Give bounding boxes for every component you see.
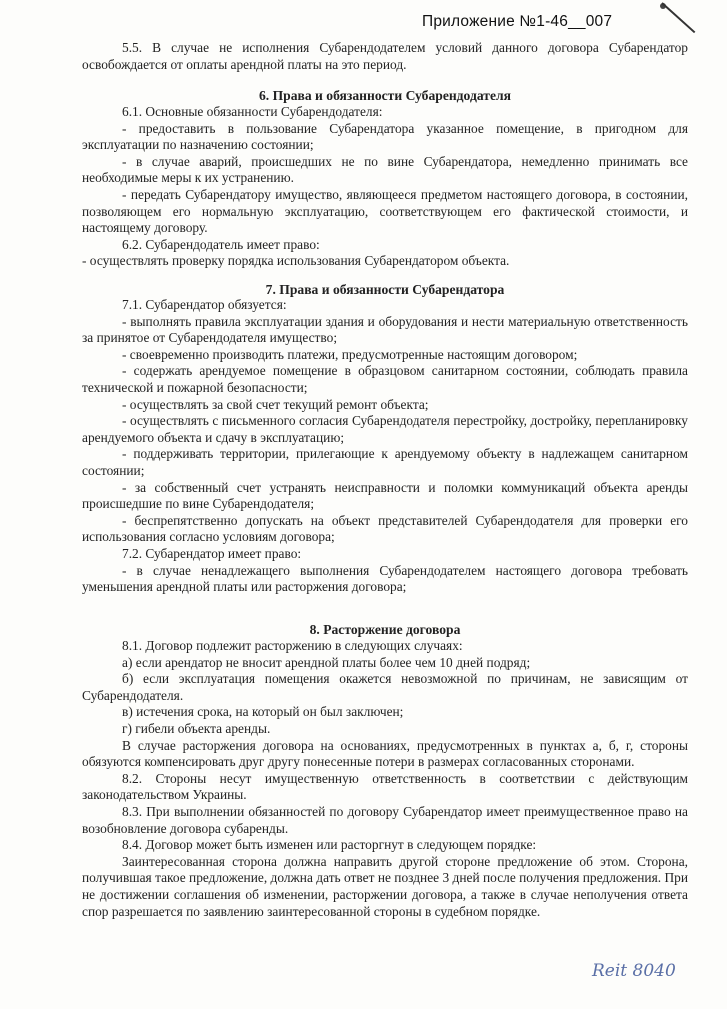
paragraph: 8.4. Договор может быть изменен или расторгнут в следующем порядке: [122, 837, 537, 853]
attachment-header: Приложение №1-46__007 [422, 13, 613, 30]
paragraph: - поддерживать территории, прилегающие к арендуемому объекту в надлежащем санитарном состоянии; [82, 446, 688, 478]
paragraph: - передать Субарендатору имущество, являющееся предметом настоящего договора, в состоянии, позволяющем его нормальную эксплуатацию, соответствующем его фактической стоимости, и настоящему договору. [82, 186, 688, 236]
paragraph: 6.2. Субарендодатель имеет право: [122, 236, 320, 252]
paragraph: 7.2. Субарендатор имеет право: [122, 545, 302, 561]
paragraph: - беспрепятственно допускать на объект представителей Субарендодателя для проверки его использования согласно условиям договора; [82, 512, 688, 545]
paragraph: б) если эксплуатация помещения окажется невозможной по причинам, не зависящим от Субарендодателя. [82, 671, 688, 703]
paragraph: г) гибели объекта аренды. [122, 720, 271, 736]
paragraph: В случае расторжения договора на основаниях, предусмотренных в пунктах а, б, г, стороны обязуются компенсировать друг другу понесенные потери в размерах согласованных сторонами. [82, 737, 688, 770]
paragraph: - в случае аварий, происшедших не по вине Субарендатора, немедленно принимать все необходимые меры к их устранению. [82, 153, 688, 186]
paragraph: - осуществлять проверку порядка использования Субарендатором объекта. [82, 253, 510, 269]
corner-pen-stroke [661, 2, 695, 33]
section-6-body [82, 104, 688, 270]
paragraph: 7.1. Субарендатор обязуется: [122, 297, 287, 312]
section-7-body [82, 297, 688, 596]
paragraph: - осуществлять за свой счет текущий ремонт объекта; [122, 396, 429, 412]
paragraph: 6.1. Основные обязанности Субарендодателя: [122, 104, 383, 119]
paragraph: - содержать арендуемое помещение в образцовом санитарном состоянии, соблюдать правила технической и пожарной безопасности; [82, 363, 688, 395]
paragraph: 8.2. Стороны несут имущественную ответственность в соответствии с действующим законодательством Украины. [82, 770, 688, 803]
handwritten-note: Reit 8040 [592, 961, 676, 981]
paragraph: а) если арендатор не вносит арендной платы более чем 10 дней подряд; [122, 654, 531, 670]
section-8-body [82, 638, 688, 920]
section-8-title: 8. Расторжение договора [309, 622, 461, 637]
paragraph: - предоставить в пользование Субарендатора указанное помещение, в пригодном для эксплуатации по назначению состоянии; [82, 120, 688, 153]
paragraph: - выполнять правила эксплуатации здания и оборудования и нести материальную ответственность за принятое от Субарендодателя имущество; [82, 313, 688, 346]
section-7-title: 7. Права и обязанности Субарендатора [265, 282, 505, 297]
section-6-title: 6. Права и обязанности Субарендодателя [259, 88, 511, 103]
paragraph: - своевременно производить платежи, предусмотренные настоящим договором; [122, 346, 578, 362]
paragraph: 8.3. При выполнении обязанностей по договору Субарендатор имеет преимущественное право на возобновление договора субаренды. [82, 803, 688, 836]
paragraph: - осуществлять с письменного согласия Субарендодателя перестройку, достройку, перепланировку арендуемого объекта и сдачу в эксплуатацию; [82, 413, 688, 445]
paragraph: Заинтересованная сторона должна направить другой стороне предложение об этом. Сторона, получившая такое предложение, должна дать ответ не позднее 3 дней после получения предложения. При не достижении соглашения об изменении, расторжении договора, а также в случае неполучения ответа спор разрешается по заявлению заинтересованной стороны в судебном порядке. [82, 853, 688, 919]
paragraph: в) истечения срока, на который он был заключен; [122, 704, 404, 720]
paragraph: - за собственный счет устранять неисправности и поломки коммуникаций объекта аренды происшедшие по вине Субарендодателя; [82, 479, 688, 512]
paragraph: 8.1. Договор подлежит расторжению в следующих случаях: [122, 638, 463, 653]
clause-5-5 [82, 40, 688, 73]
paragraph: 5.5. В случае не исполнения Субарендодателем условий данного договора Субарендатор освобождается от оплаты арендной платы на это период. [82, 40, 688, 72]
paragraph: - в случае ненадлежащего выполнения Субарендодателем настоящего договора требовать уменьшения арендной платы или расторжения договора; [82, 562, 688, 595]
